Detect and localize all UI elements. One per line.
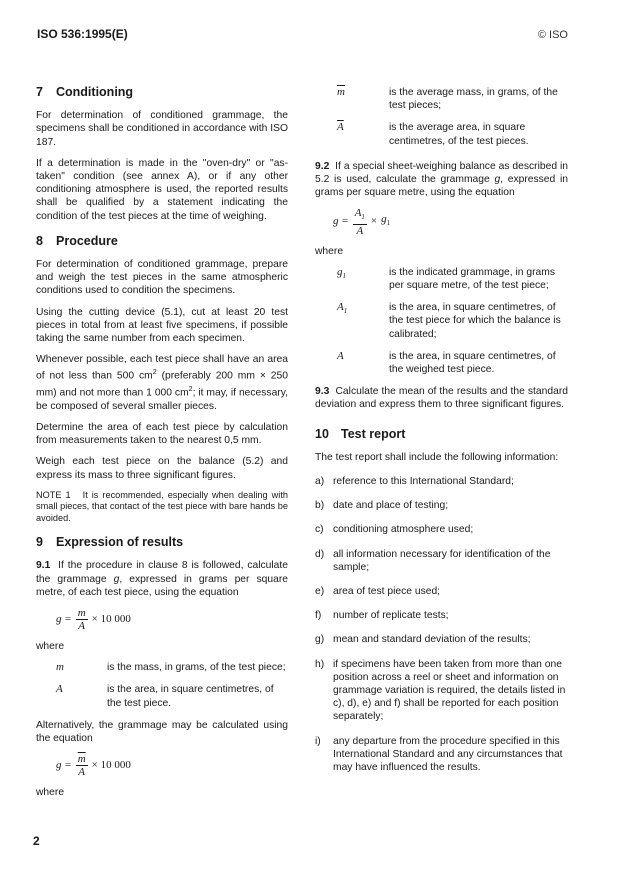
list-item <box>315 633 568 646</box>
subscript: 1 <box>386 219 391 228</box>
text-run: , expressed in grams per square metre, using the equation <box>315 174 568 199</box>
symbol-g: g <box>113 573 120 585</box>
def-symbol: A <box>56 683 63 696</box>
def-text: is the average area, in square centimetres, of the test pieces. <box>389 122 529 147</box>
clause-number: 9.3 <box>315 386 330 398</box>
list-text: reference to this International Standard; <box>333 476 514 488</box>
superscript: 2 <box>188 386 193 394</box>
paragraph: The test report shall include the following information: <box>315 451 559 463</box>
denominator: A <box>356 224 364 237</box>
paragraph: For determination of conditioned grammage, the specimens shall be conditioned in accordance with ISO 187. <box>36 110 288 148</box>
paragraph: If a determination is made in the "oven-dry" or "as-taken" condition (see annex A), or if any other conditioning atmosphere is used, the reported results shall be qualified by a statement indicating the condition of the test pieces at the time of weighing. <box>36 157 288 222</box>
definitions-3 <box>315 266 568 376</box>
list-marker: d) <box>315 548 325 560</box>
document-id: ISO 536:1995(E) <box>37 27 128 41</box>
equation-2 <box>36 753 288 778</box>
definition-row <box>315 350 568 376</box>
section-number: 8 <box>36 233 43 248</box>
list-item <box>315 499 568 512</box>
list-item <box>315 523 568 536</box>
symbol: A <box>337 349 344 362</box>
paragraph: Weigh each test piece on the balance (5.2) and express its mass to three significant figures. <box>36 456 288 481</box>
clause-9-1 <box>36 559 288 599</box>
list-item <box>315 585 568 598</box>
section-number: 9 <box>36 535 43 550</box>
list-item <box>315 658 568 724</box>
section-10-heading <box>315 428 568 441</box>
list-marker: g) <box>315 634 325 646</box>
def-symbol: $\overline{A}$ <box>337 121 344 134</box>
clause-number: 9.1 <box>36 560 51 572</box>
paragraph: Using the cutting device (5.1), cut at least 20 test pieces in total from at least five specimens, if possible taking the same number from each specimen. <box>36 306 288 345</box>
list-marker: i) <box>315 735 321 747</box>
equation-1 <box>36 607 288 632</box>
numerator: m <box>77 607 86 620</box>
eq-lhs: g = <box>333 215 349 228</box>
paragraph: Alternatively, the grammage may be calculated using the equation <box>36 719 288 745</box>
list-marker: f) <box>315 610 322 622</box>
definition-row <box>315 301 568 341</box>
def-symbol <box>315 301 389 341</box>
fraction <box>76 607 88 632</box>
denominator: A <box>78 620 86 633</box>
text-run: Calculate the mean of the results and the standard deviation and express them to three significant figures. <box>315 386 568 411</box>
list-text: area of test piece used; <box>333 586 441 598</box>
note-label: NOTE 1 <box>36 489 71 500</box>
symbol-g: g <box>494 174 501 186</box>
definition-row <box>36 683 288 709</box>
definition-row <box>315 121 568 147</box>
list-text: if specimens have been taken from more than one position across a reel or sheet and information on grammage variation is required, the details listed in c), d), e) and f) shall be reported for each position separately; <box>333 658 566 723</box>
text-run: (preferably 200 mm × 250 mm) and not more than 1 000 cm <box>36 370 288 399</box>
subscript: 1 <box>343 307 348 316</box>
numerator <box>353 207 367 224</box>
clause-9-2 <box>315 160 568 200</box>
list-item <box>315 548 568 574</box>
note <box>36 490 288 525</box>
list-text: date and place of testing; <box>333 500 449 512</box>
where-label: where <box>36 641 65 653</box>
list-text: any departure from the procedure specified in this International Standard and any circumstances that may have influenced the results. <box>333 735 563 774</box>
list-text: mean and standard deviation of the results; <box>333 634 531 646</box>
definition-row <box>315 266 568 292</box>
text-run: Whenever possible, each test piece shall have an area of not less than 500 cm <box>36 354 288 382</box>
clause-number: 9.2 <box>315 160 330 172</box>
section-title: Test report <box>341 426 406 441</box>
eq-times: × <box>370 215 378 228</box>
fraction <box>353 207 367 236</box>
subscript: 1 <box>342 272 346 280</box>
subscript: 1 <box>361 213 365 222</box>
denominator: A <box>78 766 86 779</box>
definition-row <box>315 86 568 112</box>
note-text: It is recommended, especially when dealing with small pieces, that contact of the test piece with bare hands be avoided. <box>36 489 288 523</box>
list-marker: c) <box>315 524 324 536</box>
section-number: 10 <box>315 426 329 441</box>
copyright-mark: © ISO <box>537 29 568 41</box>
eq-rhs: × 10 000 <box>91 759 131 772</box>
def-symbol <box>315 350 389 376</box>
eq-lhs: g = <box>56 759 72 772</box>
list-marker: e) <box>315 586 325 598</box>
equation-3 <box>315 207 568 236</box>
text-run: , expressed in grams per square metre, of each test piece, using the equation <box>36 573 288 598</box>
section-title: Expression of results <box>56 535 184 550</box>
page-number: 2 <box>33 834 40 848</box>
list-item <box>315 475 568 488</box>
definitions-1 <box>36 661 288 710</box>
list-item <box>315 735 568 775</box>
def-symbol: $\overline{m}$ <box>337 86 345 98</box>
definition-row <box>36 661 288 674</box>
report-list <box>315 475 568 774</box>
list-text: number of replicate tests; <box>333 610 449 622</box>
def-text: is the area, in square centimetres, of the test piece. <box>107 684 274 709</box>
def-text: is the average mass, in grams, of the test pieces; <box>389 87 558 112</box>
text-run: ; it may, if necessary, be composed of several smaller pieces. <box>36 387 288 412</box>
list-item <box>315 609 568 622</box>
def-text: is the indicated grammage, in grams per square metre, of the test piece; <box>389 266 555 292</box>
paragraph-area <box>36 353 288 413</box>
num-symbol: A <box>354 207 362 220</box>
numerator: $\overline{m}$ <box>77 753 86 766</box>
right-column <box>315 86 568 785</box>
list-marker: b) <box>315 500 325 512</box>
where-label: where <box>315 245 344 257</box>
eq-rhs: × 10 000 <box>91 612 131 625</box>
section-number: 7 <box>36 85 43 99</box>
def-symbol: m <box>56 661 64 674</box>
section-title: Conditioning <box>56 85 134 99</box>
superscript: 2 <box>152 369 157 377</box>
list-marker: a) <box>315 476 325 488</box>
definitions-2 <box>315 86 568 148</box>
list-marker: h) <box>315 658 325 670</box>
clause-9-3 <box>315 385 568 411</box>
symbol: g <box>337 265 343 278</box>
def-text: is the area, in square centimetres, of the weighed test piece. <box>389 350 556 376</box>
eq-rhs-term <box>381 213 390 230</box>
def-symbol <box>315 266 389 292</box>
section-8-heading <box>36 235 288 248</box>
text-run: If a special sheet-weighing balance as described in 5.2 is used, calculate the grammage <box>315 160 568 186</box>
text-run: If the procedure in clause 8 is followed, calculate the grammage <box>36 560 288 585</box>
paragraph: Determine the area of each test piece by calculation from measurements taken to the nearest 0,5 mm. <box>36 421 288 447</box>
where-label: where <box>36 787 65 799</box>
section-7-heading <box>36 86 288 99</box>
def-text: is the mass, in grams, of the test piece; <box>107 662 286 674</box>
section-title: Procedure <box>56 233 118 248</box>
eq-lhs: g = <box>56 612 72 625</box>
fraction <box>76 753 88 778</box>
def-text: is the area, in square centimetres, of the test piece for which the balance is calibrated; <box>389 302 561 340</box>
symbol: A <box>337 301 344 314</box>
section-9-heading <box>36 536 288 549</box>
left-column <box>36 86 288 807</box>
list-text: all information necessary for identification of the sample; <box>333 548 551 573</box>
paragraph: For determination of conditioned grammage, prepare and weigh the test pieces in the same atmospheric conditions used to condition the specimens. <box>36 259 288 297</box>
rhs-symbol: g <box>381 213 387 226</box>
list-text: conditioning atmosphere used; <box>333 524 474 536</box>
